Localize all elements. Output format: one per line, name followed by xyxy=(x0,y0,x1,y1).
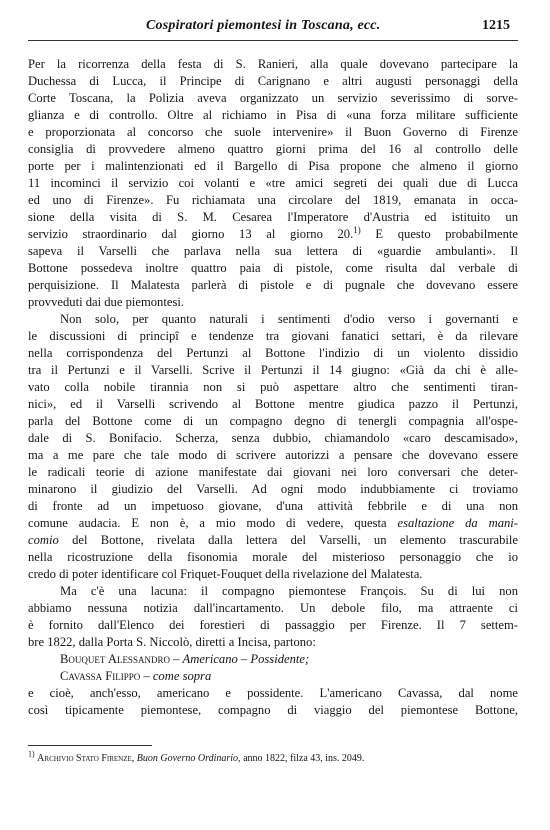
text-line: perquisizione. Il Malatesta parlerà di pistole e di pugnale che dovevano essere xyxy=(28,278,518,292)
text-line: Duchessa di Lucca, il Principe di Carignano e altri augusti personaggi della xyxy=(28,74,518,88)
text-line: nici», ed il Varselli scrivendo al Bottone mentre giudica pazzo il Pertunzi, xyxy=(28,397,518,411)
text-line: Ma c'è una lacuna: il compagno piemontese François. Su di lui non xyxy=(60,584,518,598)
text-line: sapeva il Varselli che parlava nella sua lettera di «guardie ambulanti». Il xyxy=(28,244,518,258)
text-line: così tipicamente piemontese, compagno di viaggio del piemontese Bottone, xyxy=(28,703,518,717)
text-line: le radicali teorie di azione manifestate dai giovani nei loro conversari che deter- xyxy=(28,465,518,479)
footnote-archive: Archivio Stato Firenze, xyxy=(37,753,135,764)
text-line: provveduti dai due piemontesi. xyxy=(28,295,184,309)
list-item xyxy=(28,651,518,668)
text-line: nella ricostruzione della fisonomia morale del misterioso personaggio che io xyxy=(28,550,518,564)
text-line: Bottone possedeva inoltre quattro paia di pistole, come risulta dal verbale di xyxy=(28,261,518,275)
text-line: e proporzionata al concorso che suole intervenire» il Buon Governo di Firenze xyxy=(28,125,518,139)
text-line: abbiamo nessuna notizia dall'incartamento. Un debole filo, ma attraente ci xyxy=(28,601,518,615)
text-line: nella corrispondenza del Pertunzi al Bottone l'indizio di un violento dissidio xyxy=(28,346,518,360)
text-line: è fornito dall'Elenco dei forestieri di passaggio per Firenze. Il 7 settem- xyxy=(28,618,518,632)
text-line: consiglia di provvedere almeno quattro giorni prima del 16 al controllo delle xyxy=(28,142,518,156)
text-line xyxy=(28,226,518,243)
person-description: Americano – Possidente; xyxy=(182,652,310,666)
footnote-fondo: Buon Governo Ordinario, xyxy=(136,753,241,764)
text-line: Corte Toscana, la Polizia aveva organizzato un servizio severissimo di sorve- xyxy=(28,91,518,105)
text-segment: comune audacia. E non è, a mio modo di vedere, questa xyxy=(28,516,398,530)
text-line: di fronte ad un impetuoso giovane, d'una attività febbrile e di una non xyxy=(28,499,518,513)
text-line xyxy=(28,532,518,549)
text-line: Per la ricorrenza della festa di S. Ranieri, alla quale dovevano partecipare la xyxy=(28,57,518,71)
person-name: Bouquet Alessandro xyxy=(60,652,170,666)
text-segment: del Bottone, rivelata dalla lettera del Varselli, un elemento trascurabile xyxy=(58,533,518,547)
text-line: ed uno di Firenze». Fu richiamata una circolare del 1819, emanata in occa- xyxy=(28,193,518,207)
header-rule xyxy=(28,40,518,41)
text-segment: servizio straordinario dal giorno 13 al giorno 20. xyxy=(28,227,354,241)
text-line: credo di poter identificare col Friquet-Fouquet della rivelazione del Malatesta. xyxy=(28,567,423,581)
body-text xyxy=(28,56,518,719)
separator: – xyxy=(140,669,153,683)
text-line: 11 incominci il servizio coi volanti e «tre amici segreti dei quali due di Lucca xyxy=(28,176,518,190)
text-line: le discussioni di principî e tendenze tra giovani fanatici settari, è da rilevare xyxy=(28,329,518,343)
footnote-reference[interactable]: 1) xyxy=(353,224,361,235)
text-line: parla del Bottone come di un compagno degno di tenergli compagnia all'ospe- xyxy=(28,414,518,428)
running-title: Cospiratori piemontesi in Toscana, ecc. xyxy=(146,18,381,33)
text-line: dale di S. Bonifacio. Scherza, senza dubbio, chiamandolo «caro descamisado», xyxy=(28,431,518,445)
text-line xyxy=(28,515,518,532)
list-item xyxy=(28,668,518,685)
text-line: porte per i malintenzionati ed il Bargello di Pisa propone che almeno il giorno xyxy=(28,159,518,173)
footnote-details: anno 1822, filza 43, ins. 2049. xyxy=(243,753,365,764)
running-header xyxy=(0,18,550,38)
page-number: 1215 xyxy=(482,18,510,33)
text-line: tra il Pertunzi e il Varselli. Scrive il Pertunzi il 14 giugno: «Già da chi è alle- xyxy=(28,363,518,377)
text-segment: E questo probabilmente xyxy=(360,227,518,241)
footnote-rule xyxy=(28,745,152,746)
text-line: ma a me pare che tale modo di scrivere autorizzi a pensare che dovevano essere xyxy=(28,448,518,462)
text-line: sione della visita di S. M. Cesarea l'Imperatore d'Austria ed istituito un xyxy=(28,210,518,224)
person-description: come sopra xyxy=(152,669,212,683)
person-name: Cavassa Filippo xyxy=(60,669,141,683)
text-line: Non solo, per quanto naturali i sentimenti d'odio verso i governanti e xyxy=(60,312,518,326)
italic-phrase: comio xyxy=(28,533,59,547)
italic-phrase: esaltazione da mani- xyxy=(397,516,518,530)
text-line: glianza e di controllo. Oltre al richiamo in Pisa di «una forza militare sufficiente xyxy=(28,108,518,122)
text-line: e cioè, anch'esso, americano e possidente. L'americano Cavassa, dal nome xyxy=(28,686,518,700)
separator: – xyxy=(169,652,183,666)
footnote-mark: 1) xyxy=(28,749,35,759)
text-line: bre 1822, dalla Porta S. Niccolò, diretti a Incisa, partono: xyxy=(28,635,316,649)
text-line: vato colla nobile tirannia non si può aspettare altro che sentimenti tiran- xyxy=(28,380,518,394)
footnote xyxy=(28,749,518,765)
text-line: minarono il giudizio del Varselli. Ad ogni modo indubbiamente ci troviamo xyxy=(28,482,518,496)
